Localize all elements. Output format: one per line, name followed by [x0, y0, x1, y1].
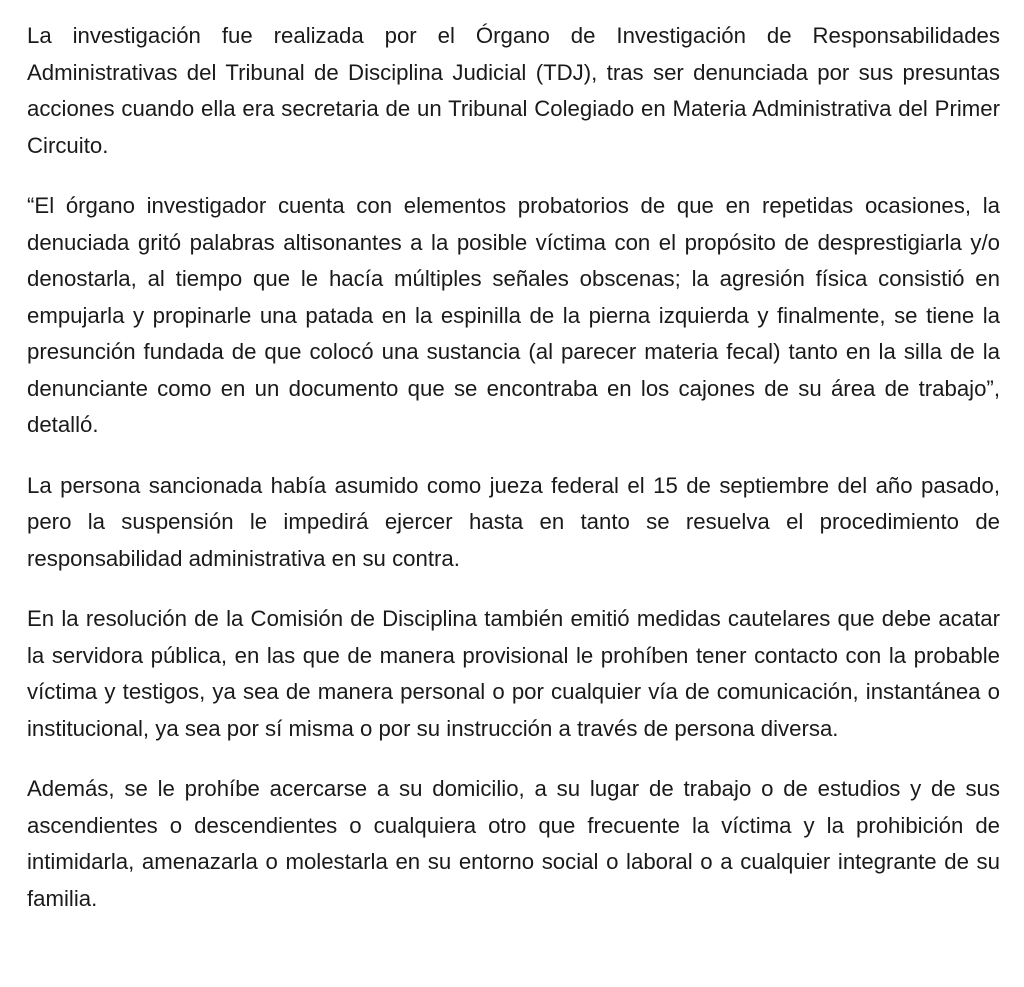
paragraph-precautionary-measures: En la resolución de la Comisión de Disciplina también emitió medidas cautelares que debe acatar la servidora pública, en las que de manera provisional le prohíben tener contacto con la probable víctima y testigos, ya sea de manera personal o por cualquier vía de comunicación, instantánea o institucional, ya sea por sí misma o por su instrucción a través de persona diversa. [27, 606, 1000, 741]
paragraph-quote: “El órgano investigador cuenta con elementos probatorios de que en repetidas ocasiones, la denuciada gritó palabras altisonantes a la posible víctima con el propósito de desprestigiarla y/o denostarla, al tiempo que le hacía múltiples señales obscenas; la agresión física consistió en empujarla y propinarle una patada en la espinilla de la pierna izquierda y finalmente, se tiene la presunción fundada de que colocó una sustancia (al parecer materia fecal) tanto en la silla de la denunciante como en un documento que se encontraba en los cajones de su área de trabajo”, detalló. [27, 193, 1000, 437]
paragraph-prohibitions: Además, se le prohíbe acercarse a su domicilio, a su lugar de trabajo o de estudios y de sus ascendientes o descendientes o cualquiera otro que frecuente la víctima y la prohibición de intimidarla, amenazarla o molestarla en su entorno social o laboral o a cualquier integrante de su familia. [27, 776, 1000, 911]
paragraph-suspension: La persona sancionada había asumido como jueza federal el 15 de septiembre del año pasado, pero la suspensión le impedirá ejercer hasta en tanto se resuelva el procedimiento de responsabilidad administrativa en su contra. [27, 472, 1000, 571]
article-body [27, 18, 1000, 917]
paragraph-investigation: La investigación fue realizada por el Órgano de Investigación de Responsabilidades Administrativas del Tribunal de Disciplina Judicial (TDJ), tras ser denunciada por sus presuntas acciones cuando ella era secretaria de un Tribunal Colegiado en Materia Administrativa del Primer Circuito. [27, 23, 1000, 158]
